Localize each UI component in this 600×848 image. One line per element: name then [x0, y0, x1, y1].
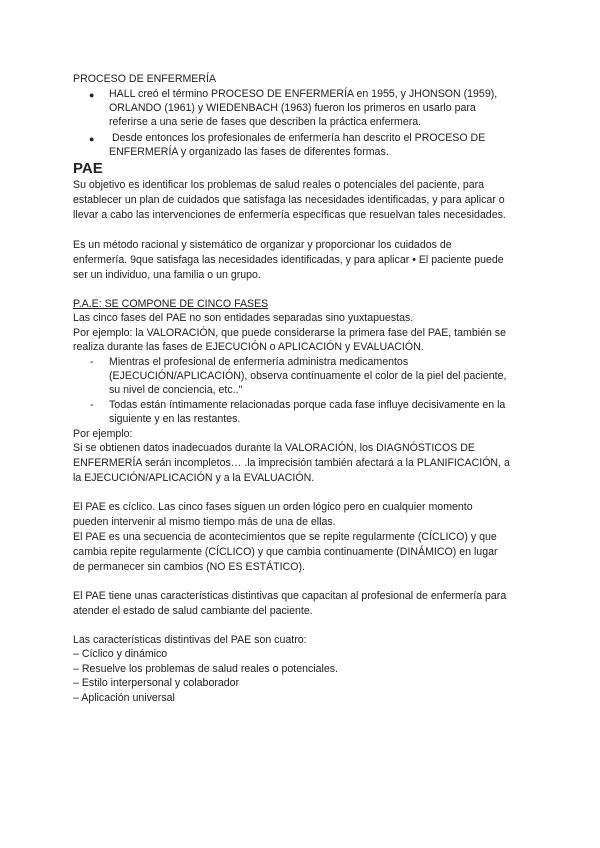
pae-objective-line-1: Su objetivo es identificar los problemas de salud reales o potenciales del paciente, para [73, 179, 485, 191]
cyclic-line-5: de permanecer sin cambios (NO ES ESTÁTICO). [73, 561, 305, 573]
dash-marker: - [90, 356, 94, 368]
dash-marker: - [90, 399, 94, 411]
dash-2-line-2: siguiente y en las restantes. [109, 413, 241, 425]
example-line-3: ENFERMERÍA serán incompletos… .la imprecisión también afectará a la PLANIFICACIÓN, a [73, 457, 510, 469]
characteristics-list-item: – Resuelve los problemas de salud reales o potenciales. [73, 663, 338, 675]
characteristics-list-item: – Aplicación universal [73, 692, 175, 704]
phases-intro-line-2: Por ejemplo: la VALORACIÓN, que puede considerarse la primera fase del PAE, también se [73, 327, 506, 339]
bullet-1-line-2: ORLANDO (1961) y WIEDENBACH (1963) fueron los primeros en usarlo para [109, 102, 476, 114]
example-line-4: la EJECUCIÓN/APLICACIÓN y a la EVALUACIÓN. [73, 472, 315, 484]
characteristics-intro-line-2: atender el estado de salud cambiante del paciente. [73, 605, 313, 617]
cyclic-line-1: El PAE es cíclico. Las cinco fases siguen un orden lógico pero en cualquier momento [73, 501, 473, 513]
bullet-2-line-2: ENFERMERÍA y organizado las fases de diferentes formas. [109, 146, 389, 158]
characteristics-list-heading: Las características distintivas del PAE son cuatro: [73, 634, 307, 646]
pae-objective-line-3: llevar a cabo las intervenciones de enfermería específicas que resuelvan tales necesidades. [73, 209, 506, 221]
characteristics-list-item: – Estilo interpersonal y colaborador [73, 677, 240, 689]
cyclic-line-2: pueden intervenir al mismo tiempo más de una de ellas. [73, 516, 336, 528]
bullet-2-line-1: Desde entonces los profesionales de enfermería han descrito el PROCESO DE [109, 132, 486, 144]
section-title: PROCESO DE ENFERMERÍA [73, 73, 217, 85]
pae-heading: PAE [73, 160, 103, 177]
bullet-marker: ● [89, 90, 95, 100]
dash-2-line-1: Todas están íntimamente relacionadas porque cada fase influye decisivamente en la [109, 399, 506, 411]
bullet-marker: ● [89, 134, 95, 144]
bullet-1-line-1: HALL creó el término PROCESO DE ENFERMERÍA en 1955, y JHONSON (1959), [109, 88, 498, 100]
phases-heading: P.A.E: SE COMPONE DE CINCO FASES [73, 298, 269, 310]
cyclic-line-3: El PAE es una secuencia de acontecimientos que se repite regularmente (CÍCLICO) y que [73, 531, 497, 543]
bullet-1-line-3: referirse a una serie de fases que describen la práctica enfermera. [109, 116, 422, 128]
dash-1-line-3: su nivel de conciencia, etc.." [109, 384, 243, 396]
cyclic-line-4: cambia repite regularmente (CÍCLICO) y que cambia continuamente (DINÁMICO) en lugar [73, 546, 498, 558]
pae-method-line-2: enfermería. 9que satisfaga las necesidades identificadas, y para aplicar • El paciente puede [73, 254, 504, 266]
pae-method-line-1: Es un método racional y sistemático de organizar y proporcionar los cuidados de [73, 239, 452, 251]
pae-method-line-3: ser un individuo, una familia o un grupo. [73, 269, 261, 281]
dash-1-line-1: Mientras el profesional de enfermería administra medicamentos [109, 356, 409, 368]
phases-intro-line-1: Las cinco fases del PAE no son entidades separadas sino yuxtapuestas. [73, 312, 414, 324]
characteristics-list-item: – Cíclico y dinámico [73, 648, 168, 660]
example-line-2: Si se obtienen datos inadecuados durante la VALORACIÓN, los DIAGNÓSTICOS DE [73, 442, 475, 454]
characteristics-intro-line-1: El PAE tiene unas características distintivas que capacitan al profesional de enfermería para [73, 590, 507, 602]
phases-intro-line-3: realiza durante las fases de EJECUCIÓN o APLICACIÓN y EVALUACIÓN. [73, 341, 424, 353]
dash-1-line-2: (EJECUCIÓN/APLICACIÓN), observa contínuamente el color de la piel del paciente, [109, 370, 507, 382]
example-line-1: Por ejemplo: [73, 428, 133, 440]
pae-objective-line-2: establecer un plan de cuidados que satisfaga las necesidades identificadas, y para aplicar o [73, 194, 505, 206]
